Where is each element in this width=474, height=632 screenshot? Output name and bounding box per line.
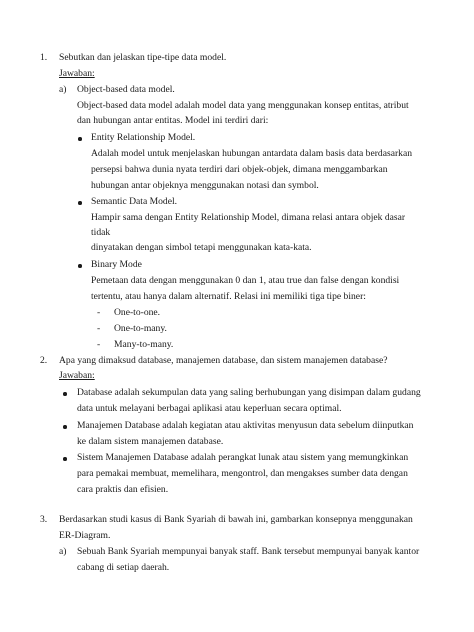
q1-a-title: Object-based data model.: [77, 84, 175, 95]
bullet-icon: [63, 392, 67, 396]
dash-marker: -: [97, 339, 101, 350]
q1-item-line: Hampir sama dengan Entity Relationship Model, dimana relasi antara objek dasar: [91, 212, 406, 223]
q3-a-line: Sebuah Bank Syariah mempunyai banyak staff. Bank tersebut mempunyai banyak kantor: [77, 546, 420, 557]
q2-item-line: Database adalah sekumpulan data yang saling berhubungan yang disimpan dalam gudang: [77, 387, 421, 398]
q1-item-title: Semantic Data Model.: [91, 196, 178, 207]
bullet-icon: [63, 425, 67, 429]
q3-question-line: Berdasarkan studi kasus di Bank Syariah di bawah ini, gambarkan konsepnya menggunakan: [59, 514, 413, 525]
q1-item-line: persepsi bahwa dunia nyata terdiri dari objek-objek, dimana menggambarkan: [91, 164, 388, 175]
dash-marker: -: [97, 323, 101, 334]
q1-a-marker: a): [59, 84, 67, 95]
q1-item-line: Adalah model untuk menjelaskan hubungan antardata dalam basis data berdasarkan: [91, 148, 413, 159]
q2-item-line: para pemakai membuat, memelihara, mengontrol, dan mengakses sumber data dengan: [77, 468, 408, 479]
q1-item-line: Pemetaan data dengan menggunakan 0 dan 1, atau true dan false dengan kondisi: [91, 275, 400, 286]
q2-answer-label: Jawaban:: [59, 370, 95, 381]
q1-number: 1.: [40, 52, 48, 63]
q1-question: Sebutkan dan jelaskan tipe-tipe data model.: [59, 52, 227, 63]
q1-answer-label: Jawaban:: [59, 68, 95, 79]
q1-item-line: tertentu, atau hanya dalam alternatif. Relasi ini memiliki tiga tipe biner:: [91, 291, 366, 302]
binary-type: Many-to-many.: [114, 339, 174, 350]
q1-item-line: tidak: [91, 227, 111, 238]
q1-a-line: Object-based data model adalah model data yang menggunakan konsep entitas, atribut: [77, 100, 409, 111]
binary-type: One-to-one.: [114, 307, 161, 318]
q2-number: 2.: [40, 355, 48, 366]
binary-type: One-to-many.: [114, 323, 167, 334]
q2-item-line: cara praktis dan efisien.: [77, 484, 169, 495]
q2-item-line: Manajemen Database adalah kegiatan atau aktivitas menyusun data sebelum diinputkan: [77, 420, 414, 431]
q2-item-line: data untuk melayani berbagai aplikasi atau keperluan secara optimal.: [77, 403, 342, 414]
q3-a-line: cabang di setiap daerah.: [77, 562, 170, 573]
q2-item-line: Sistem Manajemen Database adalah perangkat lunak atau sistem yang memungkinkan: [77, 452, 409, 463]
q1-item-title: Entity Relationship Model.: [91, 132, 196, 143]
q2-question: Apa yang dimaksud database, manajemen database, dan sistem manajemen database?: [59, 355, 388, 366]
q1-item-title: Binary Mode: [91, 259, 142, 270]
q3-a-marker: a): [59, 546, 67, 557]
q1-item-line: hubungan antar objeknya menggunakan notasi dan symbol.: [91, 180, 319, 191]
dash-marker: -: [97, 307, 101, 318]
q2-item-line: ke dalam sistem manajemen database.: [77, 436, 224, 447]
q1-item-line: dinyatakan dengan simbol tetapi menggunakan kata-kata.: [91, 242, 312, 253]
bullet-icon: [78, 201, 82, 205]
q1-a-line: dan hubungan antar entitas. Model ini terdiri dari:: [77, 115, 269, 126]
bullet-icon: [78, 137, 82, 141]
bullet-icon: [63, 457, 67, 461]
q3-number: 3.: [40, 514, 48, 525]
bullet-icon: [78, 264, 82, 268]
q3-question-line: ER-Diagram.: [59, 530, 111, 541]
